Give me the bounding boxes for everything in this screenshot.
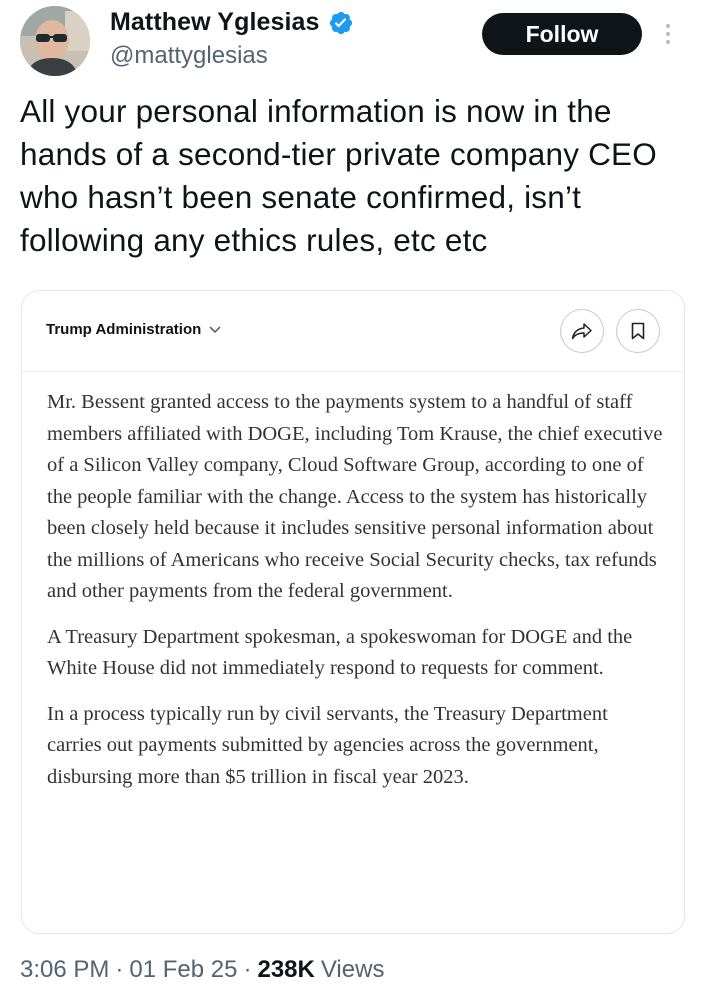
section-label-text: Trump Administration (46, 321, 202, 338)
verified-badge-icon (328, 10, 354, 36)
author-handle[interactable]: @mattyglesias (110, 42, 268, 69)
section-label[interactable] (46, 321, 221, 338)
tweet-time[interactable]: 3:06 PM (20, 956, 110, 983)
more-options-icon[interactable] (660, 21, 676, 49)
views-label: Views (320, 956, 385, 983)
meta-separator: · (115, 956, 124, 983)
tweet-meta (20, 956, 384, 984)
article-body (47, 387, 667, 807)
article-screenshot-card[interactable] (21, 290, 685, 934)
tweet-text: All your personal information is now in the hands of a second-tier private company CEO who hasn’t been senate confirmed, isn’t following any ethics rules, etc etc (20, 93, 657, 258)
views-count[interactable]: 238K (257, 956, 315, 983)
meta-separator: · (243, 956, 252, 983)
bookmark-button[interactable] (616, 309, 660, 353)
follow-button[interactable]: Follow (482, 13, 642, 55)
article-paragraph: In a process typically run by civil servants, the Treasury Department carries out payments submitted by agencies across the government, disbursing more than $5 trillion in fiscal year 2023. (47, 702, 608, 788)
avatar[interactable] (20, 6, 90, 76)
bookmark-icon (631, 322, 645, 340)
article-paragraph: A Treasury Department spokesman, a spokeswoman for DOGE and the White House did not immediately respond to requests for comment. (47, 625, 633, 679)
article-header (22, 291, 684, 372)
tweet-date[interactable]: 01 Feb 25 (129, 956, 238, 983)
share-button[interactable] (560, 309, 604, 353)
chevron-down-icon (209, 325, 221, 335)
article-paragraph: Mr. Bessent granted access to the payments system to a handful of staff members affiliated with DOGE, including Tom Krause, the chief executive of a Silicon Valley company, Cloud Software Group, according to one of the people familiar with the change. Access to the system has historically been closely held because it includes sensitive personal information about the millions of Americans who receive Social Security checks, tax refunds and other payments from the federal government. (47, 391, 663, 602)
share-icon (571, 322, 593, 340)
author-name[interactable]: Matthew Yglesias (110, 8, 320, 36)
